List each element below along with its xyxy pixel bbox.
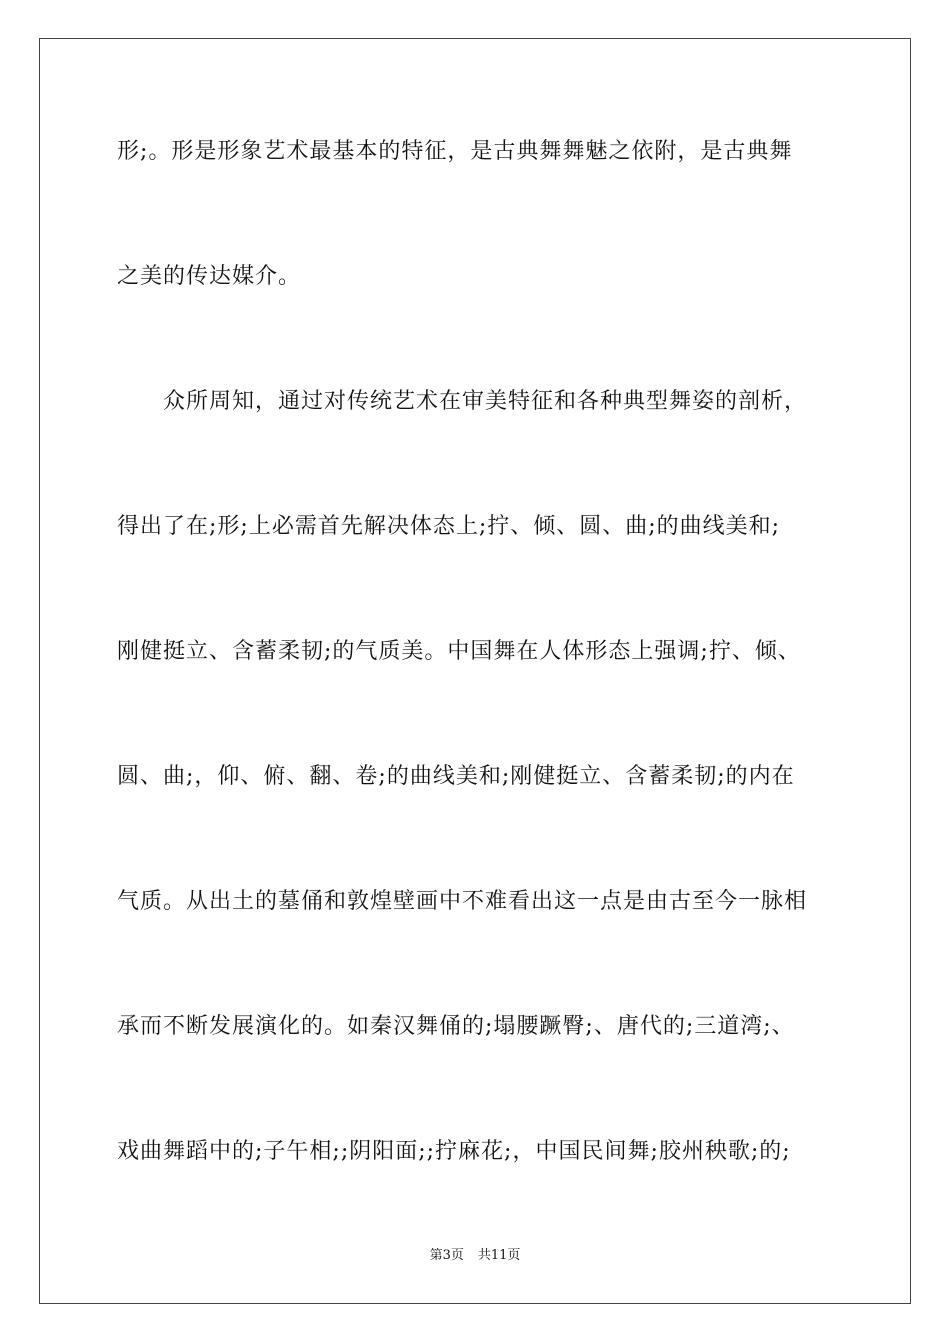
text-line: 刚健挺立、含蓄柔韧;的气质美。中国舞在人体形态上强调;拧、倾、 (117, 639, 801, 664)
paragraph-start-line: 众所周知，通过对传统艺术在审美特征和各种典型舞姿的剖析， (163, 389, 808, 414)
page-number: 第3页 (429, 1248, 464, 1263)
text-line: 之美的传达媒介。 (117, 264, 302, 289)
text-line: 得出了在;形;上必需首先解决体态上;拧、倾、圆、曲;的曲线美和; (117, 514, 781, 539)
page-total: 共11页 (477, 1248, 521, 1263)
page-frame (39, 38, 911, 1304)
text-line: 戏曲舞蹈中的;子午相;;阴阳面;;拧麻花;，中国民间舞;胶州秧歌;的; (117, 1139, 791, 1164)
text-line: 气质。从出土的墓俑和敦煌壁画中不难看出这一点是由古至今一脉相 (117, 889, 808, 914)
text-line: 承而不断发展演化的。如秦汉舞俑的;塌腰蹶臀;、唐代的;三道湾;、 (117, 1014, 795, 1039)
page-footer (0, 1248, 950, 1264)
text-line: 形;。形是形象艺术最基本的特征，是古典舞舞魅之依附，是古典舞 (117, 139, 793, 164)
text-line: 圆、曲;，仰、俯、翻、卷;的曲线美和;刚健挺立、含蓄柔韧;的内在 (117, 764, 795, 789)
